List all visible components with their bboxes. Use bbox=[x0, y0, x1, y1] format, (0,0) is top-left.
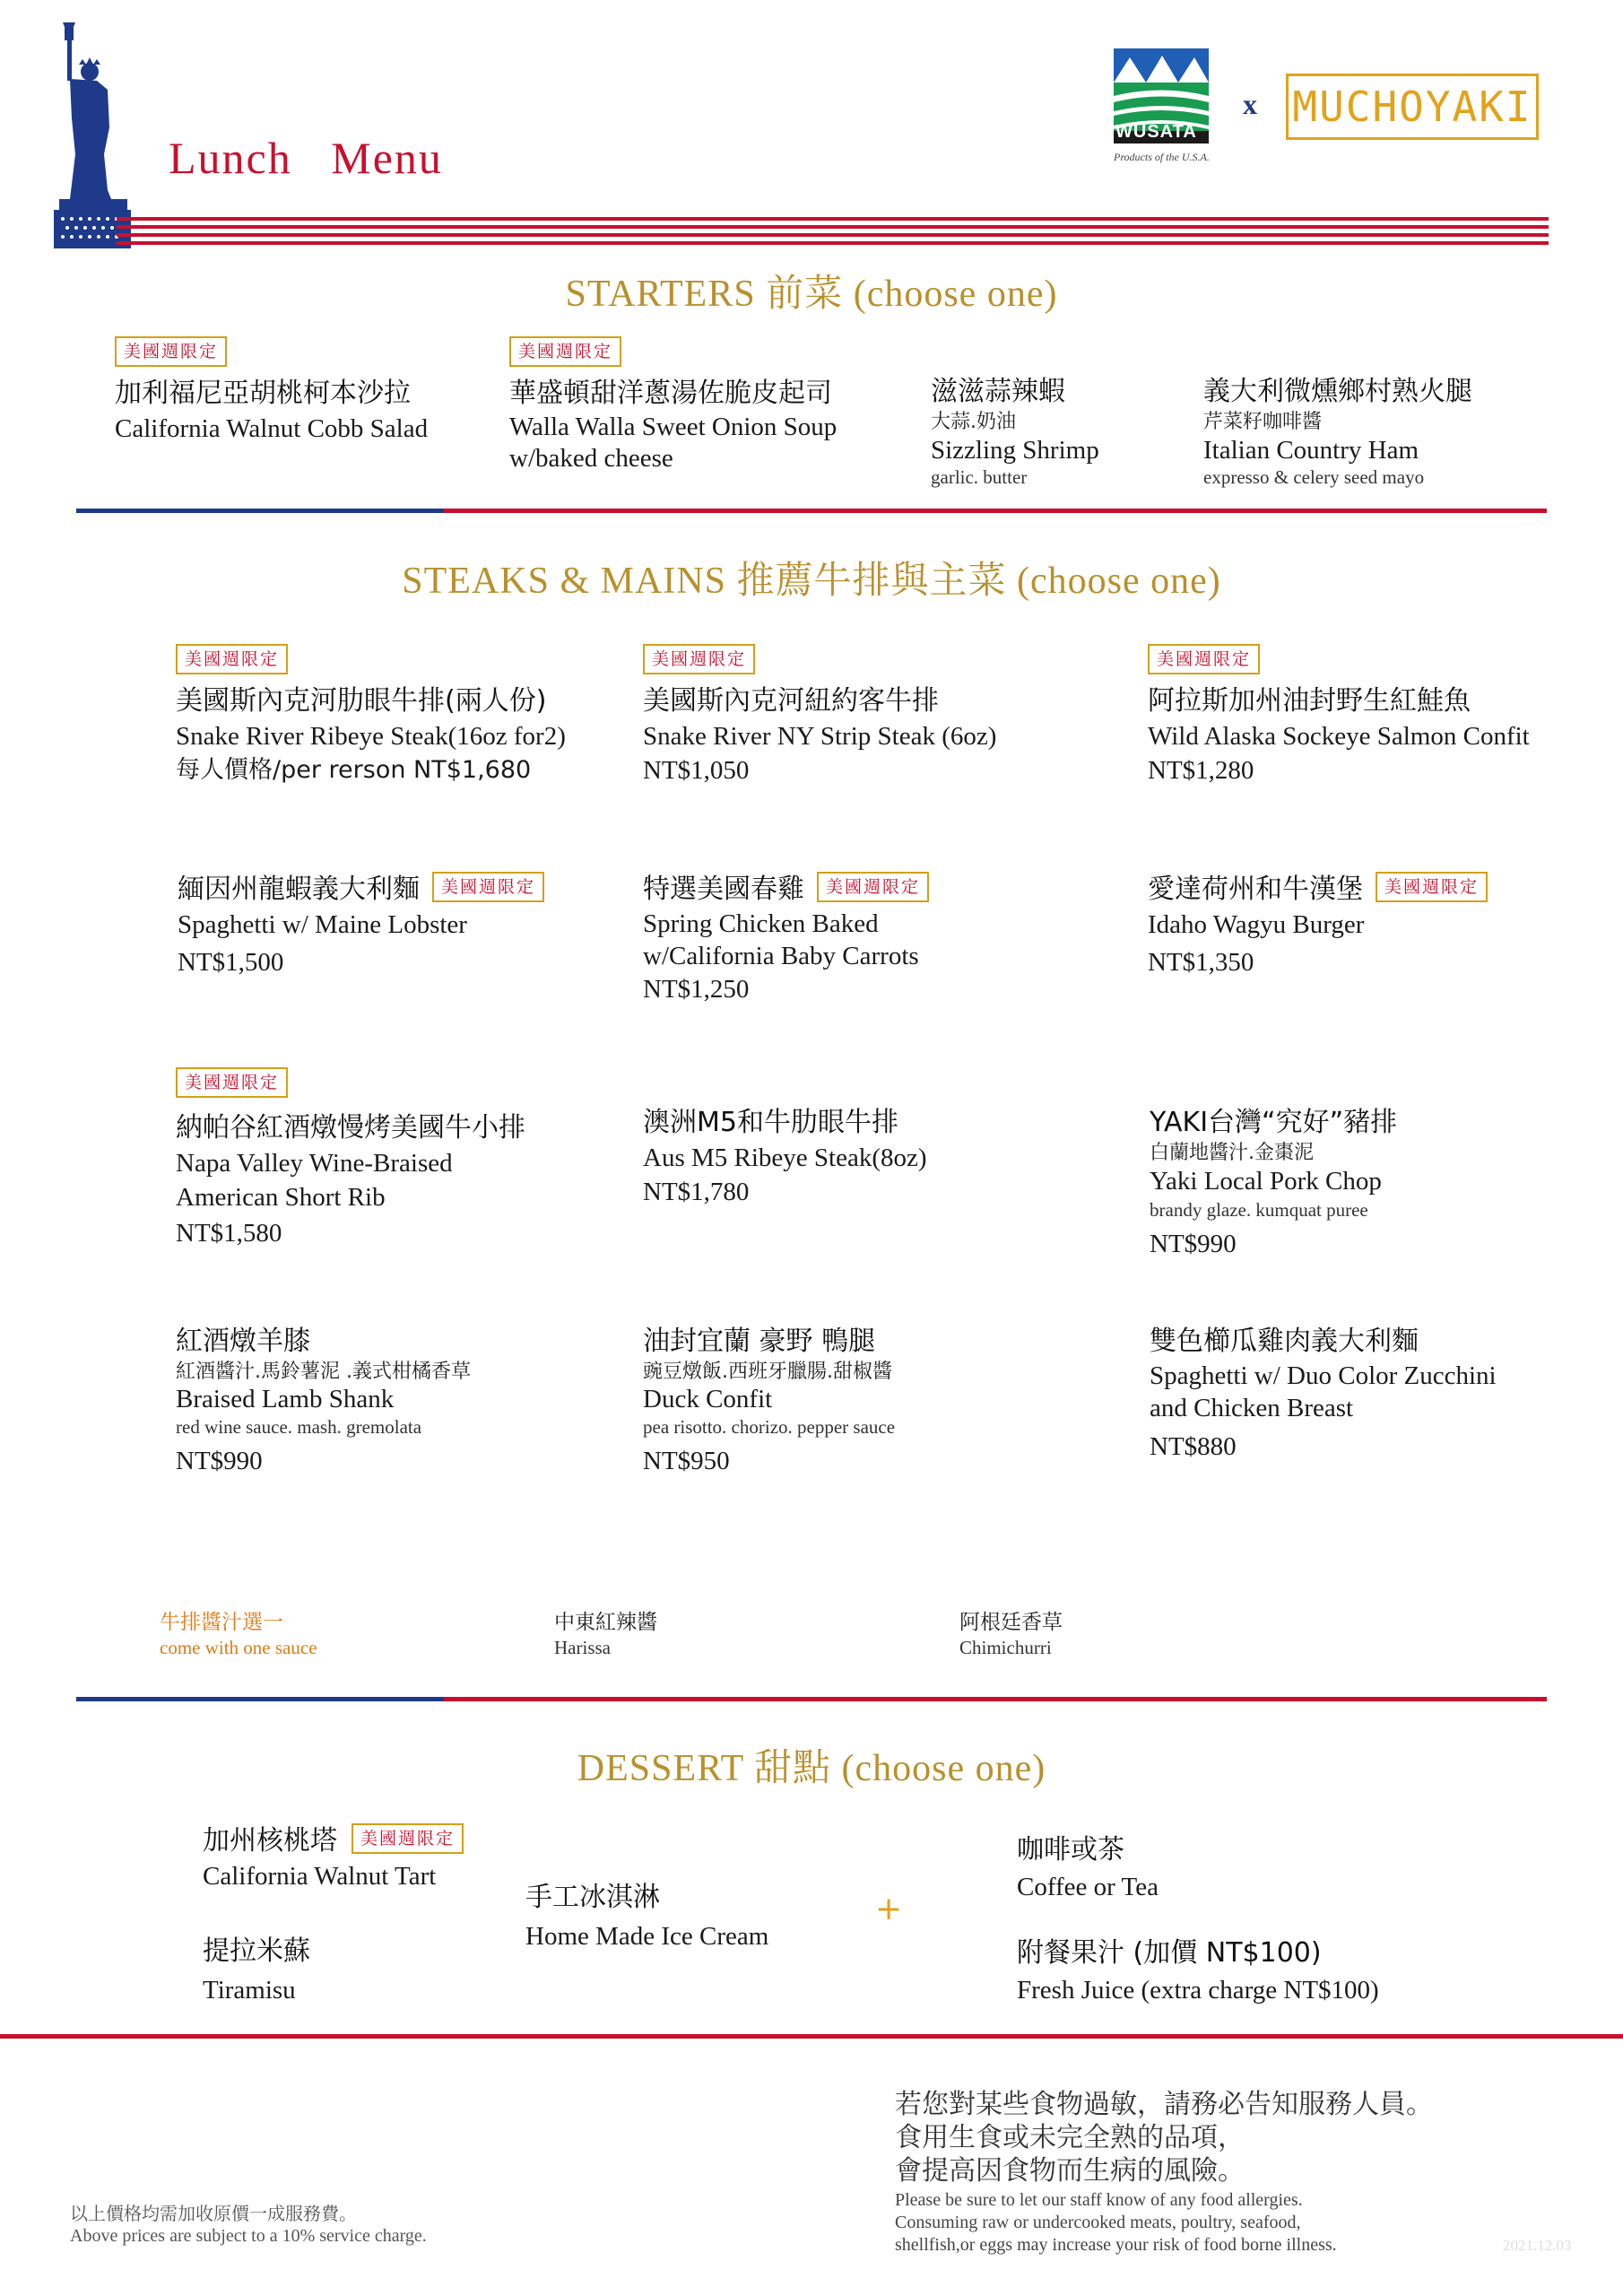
us-week-tag: 美國週限定 bbox=[509, 336, 621, 367]
muchoyaki-logo bbox=[1286, 74, 1539, 140]
header-stripe bbox=[117, 217, 1549, 221]
us-week-tag: 美國週限定 bbox=[817, 872, 929, 902]
wusata-wordmark: WUSATA bbox=[1115, 122, 1197, 142]
item-name-zh: 手工冰淇淋 bbox=[525, 1882, 660, 1913]
item-name-zh: 華盛頓甜洋蔥湯佐脆皮起司 bbox=[509, 378, 832, 409]
item-name-en: Tiramisu bbox=[203, 1976, 296, 2005]
item-name-en: Walla Walla Sweet Onion Soup bbox=[509, 413, 838, 441]
sauce-option bbox=[959, 1609, 1063, 1659]
us-week-tag: 美國週限定 bbox=[432, 872, 544, 902]
item-name-zh: 特選美國春雞 bbox=[643, 874, 804, 905]
item-desc-zh: 大蒜.奶油 bbox=[931, 411, 1016, 433]
allergy-line-zh: 會提高因食物而生病的風險。 bbox=[895, 2155, 1245, 2187]
us-week-tag: 美國週限定 bbox=[176, 644, 288, 674]
item-price: NT$1,500 bbox=[178, 948, 284, 977]
mains-heading: STEAKS & MAINS 推薦牛排與主菜 (choose one) bbox=[402, 561, 1221, 602]
item-price: NT$880 bbox=[1150, 1432, 1237, 1461]
item-desc-zh: 芹菜籽咖啡醬 bbox=[1203, 411, 1323, 433]
drink-name-zh: 咖啡或茶 bbox=[1017, 1834, 1124, 1866]
sauce-label-zh: 牛排醬汁選一 bbox=[160, 1611, 283, 1634]
wusata-logo bbox=[1112, 47, 1219, 172]
item-price: NT$1,780 bbox=[643, 1178, 750, 1206]
item-name-zh: 滋滋蒜辣蝦 bbox=[931, 376, 1065, 407]
item-name-en-line2: w/California Baby Carrots bbox=[643, 942, 919, 970]
item-price: NT$1,580 bbox=[176, 1219, 282, 1248]
item-name-en: Italian Country Ham bbox=[1203, 436, 1419, 465]
starter-item bbox=[931, 374, 1099, 489]
footer-divider bbox=[0, 2034, 1623, 2039]
sauce-option bbox=[554, 1609, 657, 1659]
statue-of-liberty-icon bbox=[52, 20, 133, 248]
item-name-en: Spaghetti w/ Maine Lobster bbox=[178, 910, 467, 939]
main-item bbox=[643, 872, 929, 1006]
starter-item bbox=[1203, 374, 1472, 489]
item-price: NT$990 bbox=[176, 1447, 263, 1475]
item-desc-en: expresso & celery seed mayo bbox=[1203, 466, 1425, 488]
item-name-zh: 愛達荷州和牛漢堡 bbox=[1148, 874, 1363, 905]
drink-name-en: Fresh Juice (extra charge NT$100) bbox=[1017, 1976, 1379, 2005]
header-stripe bbox=[117, 241, 1549, 245]
item-name-zh: 美國斯內克河肋眼牛排(兩人份) bbox=[176, 685, 547, 717]
header-stripe bbox=[117, 225, 1549, 229]
item-desc-zh: 紅酒醬汁.馬鈴薯泥 .義式柑橘香草 bbox=[176, 1361, 471, 1383]
item-name-zh: 雙色櫛瓜雞肉義大利麵 bbox=[1150, 1326, 1419, 1357]
wusata-subtitle: Products of the U.S.A. bbox=[1114, 151, 1210, 163]
us-week-tag: 美國週限定 bbox=[1148, 644, 1260, 674]
us-week-tag: 美國週限定 bbox=[352, 1823, 464, 1854]
us-week-tag: 美國週限定 bbox=[643, 644, 755, 674]
item-desc-en: pea risotto. chorizo. pepper sauce bbox=[643, 1416, 896, 1438]
main-item bbox=[1148, 872, 1488, 979]
item-name-zh: 義大利微燻鄉村熟火腿 bbox=[1203, 376, 1472, 407]
item-price: NT$1,250 bbox=[643, 975, 750, 1004]
item-name-en: Napa Valley Wine-Braised bbox=[176, 1149, 453, 1178]
main-item bbox=[1150, 1105, 1397, 1261]
sauce-name-en: Chimichurri bbox=[959, 1637, 1052, 1658]
item-name-en: Sizzling Shrimp bbox=[931, 436, 1099, 465]
main-item bbox=[176, 644, 566, 787]
item-name-zh: 阿拉斯加州油封野生紅鮭魚 bbox=[1148, 685, 1471, 717]
section-divider bbox=[76, 509, 1547, 513]
item-name-en: Yaki Local Pork Chop bbox=[1150, 1167, 1382, 1196]
sauce-name-zh: 阿根廷香草 bbox=[959, 1611, 1063, 1634]
sauce-label-en: come with one sauce bbox=[160, 1637, 317, 1658]
allergy-line-en: Consuming raw or undercooked meats, poultry, seafood, bbox=[895, 2213, 1301, 2232]
item-name-en: Braised Lamb Shank bbox=[176, 1385, 395, 1413]
starters-heading: STARTERS 前菜 (choose one) bbox=[565, 274, 1058, 315]
section-divider bbox=[76, 1697, 1547, 1701]
item-name-zh: 加利福尼亞胡桃柯本沙拉 bbox=[115, 378, 411, 409]
item-desc-en: brandy glaze. kumquat puree bbox=[1150, 1199, 1368, 1221]
plus-icon: + bbox=[875, 1891, 903, 1927]
drink-name-zh: 附餐果汁 (加價 NT$100) bbox=[1017, 1937, 1322, 1969]
item-name-en: Idaho Wagyu Burger bbox=[1148, 910, 1365, 939]
item-name-en: Spring Chicken Baked bbox=[643, 909, 879, 938]
us-week-tag: 美國週限定 bbox=[115, 336, 227, 367]
collab-x: x bbox=[1243, 88, 1257, 120]
item-name-zh: 納帕谷紅酒燉慢烤美國牛小排 bbox=[176, 1112, 525, 1144]
main-item bbox=[1148, 644, 1530, 787]
service-charge-note bbox=[70, 2203, 427, 2247]
main-item bbox=[176, 1324, 471, 1478]
item-name-en-line2: and Chicken Breast bbox=[1150, 1394, 1354, 1422]
item-name-en: Wild Alaska Sockeye Salmon Confit bbox=[1148, 722, 1530, 751]
service-charge-en: Above prices are subject to a 10% service charge. bbox=[70, 2226, 427, 2246]
main-item bbox=[643, 644, 996, 787]
item-name-en: Duck Confit bbox=[643, 1385, 773, 1413]
item-name-en: Spaghetti w/ Duo Color Zucchini bbox=[1150, 1361, 1497, 1390]
item-desc-zh: 豌豆燉飯.西班牙臘腸.甜椒醬 bbox=[643, 1361, 892, 1383]
item-name-en: Snake River NY Strip Steak (6oz) bbox=[643, 722, 997, 751]
dessert-item bbox=[525, 1880, 768, 1953]
header-stripe bbox=[117, 233, 1549, 237]
item-price: 每人價格/per rerson NT$1,680 bbox=[176, 756, 532, 784]
item-price: NT$950 bbox=[643, 1447, 730, 1475]
muchoyaki-wordmark: MUCHOYAKI bbox=[1292, 83, 1532, 131]
main-item bbox=[1150, 1324, 1497, 1464]
item-name-en: California Walnut Tart bbox=[203, 1862, 437, 1891]
dessert-item bbox=[203, 1823, 464, 1893]
allergy-note bbox=[895, 2088, 1433, 2257]
item-name-zh: 美國斯內克河紐約客牛排 bbox=[643, 685, 939, 717]
sauce-name-zh: 中東紅辣醬 bbox=[554, 1611, 657, 1634]
item-desc-zh: 白蘭地醬汁.金棗泥 bbox=[1150, 1142, 1314, 1164]
starter-item bbox=[509, 336, 837, 474]
item-price: NT$1,280 bbox=[1148, 756, 1254, 785]
menu-date: 2021.12.03 bbox=[1503, 2237, 1572, 2254]
main-item bbox=[643, 1105, 927, 1209]
item-name-zh: 提拉米蘇 bbox=[203, 1935, 310, 1967]
item-name-zh: 油封宜蘭 豪野 鴨腿 bbox=[643, 1326, 876, 1357]
drink-item bbox=[1017, 1832, 1159, 1904]
item-name-zh: 緬因州龍蝦義大利麵 bbox=[178, 874, 420, 905]
page-title: Lunch Menu bbox=[169, 133, 443, 183]
item-price: NT$1,050 bbox=[643, 756, 750, 785]
main-item bbox=[643, 1324, 895, 1478]
allergy-line-zh: 食用生食或未完全熟的品項， bbox=[895, 2122, 1245, 2153]
item-name-zh: YAKI台灣“究好”豬排 bbox=[1150, 1107, 1398, 1138]
item-name-en: Aus M5 Ribeye Steak(8oz) bbox=[643, 1144, 927, 1172]
starter-item bbox=[115, 336, 428, 446]
item-price: NT$1,350 bbox=[1148, 948, 1254, 977]
item-desc-en: garlic. butter bbox=[931, 466, 1028, 488]
item-name-en: Home Made Ice Cream bbox=[525, 1922, 769, 1951]
item-price: NT$990 bbox=[1150, 1230, 1237, 1258]
item-name-en-line2: w/baked cheese bbox=[509, 444, 673, 473]
us-week-tag: 美國週限定 bbox=[1376, 872, 1488, 902]
main-item bbox=[178, 872, 544, 979]
allergy-line-en: shellfish,or eggs may increase your risk of food borne illness. bbox=[895, 2235, 1337, 2255]
dessert-heading: DESSERT 甜點 (choose one) bbox=[577, 1748, 1046, 1789]
item-name-zh: 澳洲M5和牛肋眼牛排 bbox=[643, 1107, 898, 1138]
main-item bbox=[176, 1067, 525, 1250]
item-name-en: California Walnut Cobb Salad bbox=[115, 414, 429, 443]
service-charge-zh: 以上價格均需加收原價一成服務費。 bbox=[70, 2203, 357, 2224]
allergy-line-zh: 若您對某些食物過敏，請務必告知服務人員。 bbox=[895, 2089, 1433, 2120]
item-desc-en: red wine sauce. mash. gremolata bbox=[176, 1416, 422, 1438]
allergy-line-en: Please be sure to let our staff know of any food allergies. bbox=[895, 2190, 1303, 2210]
sauce-name-en: Harissa bbox=[554, 1637, 611, 1658]
item-name-zh: 加州核桃塔 bbox=[203, 1825, 337, 1857]
item-name-en-line2: American Short Rib bbox=[176, 1183, 386, 1212]
dessert-item bbox=[203, 1934, 310, 2007]
drink-item bbox=[1017, 1935, 1379, 2007]
drink-name-en: Coffee or Tea bbox=[1017, 1873, 1159, 1901]
item-name-zh: 紅酒燉羊膝 bbox=[176, 1326, 310, 1357]
us-week-tag: 美國週限定 bbox=[176, 1067, 288, 1098]
item-name-en: Snake River Ribeye Steak(16oz for2) bbox=[176, 722, 566, 751]
sauce-label bbox=[160, 1609, 317, 1659]
